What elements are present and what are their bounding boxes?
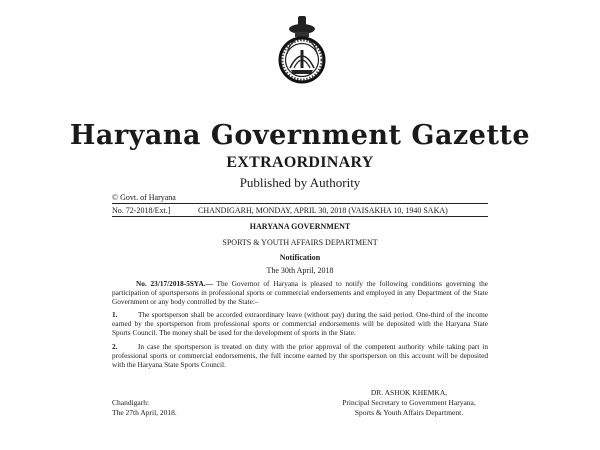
clause-2	[112, 342, 488, 369]
clause-number: 2.	[112, 342, 118, 351]
clause-number: 1.	[112, 310, 118, 319]
signatory-name: DR. ASHOK KHEMKA,	[370, 388, 448, 397]
gazette-title: Haryana Government Gazette	[69, 120, 531, 151]
clause-text: The sportsperson shall be accorded extraordinary leave (without pay) during the said period. One-third of the income earned by the sportsperson from professional sports or commercial endorsements will be deposited with the Haryana State Sports Council. The money shall be used for the development of sports in the State.	[112, 310, 488, 337]
clause-1	[112, 310, 488, 337]
signature-place: Chandigarh:	[112, 398, 150, 407]
published-line: Published by Authority	[239, 175, 361, 190]
notification-date: The 30th April, 2018	[266, 266, 334, 275]
issue-number: No. 72-2018/Ext.]	[112, 206, 171, 215]
signature-date: The 27th April, 2018.	[112, 408, 177, 417]
copyright-line: © Govt. of Haryana	[112, 193, 176, 202]
extraordinary-heading: EXTRAORDINARY	[226, 154, 374, 171]
reference-number: No. 23/17/2018-5SYA.—	[136, 279, 213, 288]
notification-heading: Notification	[279, 253, 321, 262]
department-heading: SPORTS & YOUTH AFFAIRS DEPARTMENT	[222, 238, 378, 247]
clause-text: In case the sportsperson is treated on duty with the prior approval of the competent authority while taking part in professional sports or commercial endorsements, the full income earned by the sportsperson on this account will be deposited with the Haryana State Sports Council.	[112, 342, 488, 369]
haryana-emblem-icon	[277, 14, 327, 92]
signatory-designation: Principal Secretary to Government Haryana,	[342, 398, 476, 407]
intro-paragraph	[112, 279, 488, 306]
bottom-rule	[112, 216, 488, 217]
top-rule	[112, 203, 488, 204]
issue-place-date: CHANDIGARH, MONDAY, APRIL 30, 2018 (VAISAKHA 10, 1940 SAKA)	[198, 206, 448, 215]
intro-text: The Governor of Haryana is pleased to notify the following conditions governing the participation of sportspersons in professional sports or commercial endorsements and employed in any Department of the State Government or any body controlled by the State:–	[112, 279, 488, 306]
signatory-department: Sports & Youth Affairs Department.	[354, 408, 464, 417]
signature-place-date	[112, 398, 177, 418]
signatory-block	[330, 388, 488, 418]
issue-line	[112, 206, 488, 215]
government-heading: HARYANA GOVERNMENT	[249, 222, 351, 231]
